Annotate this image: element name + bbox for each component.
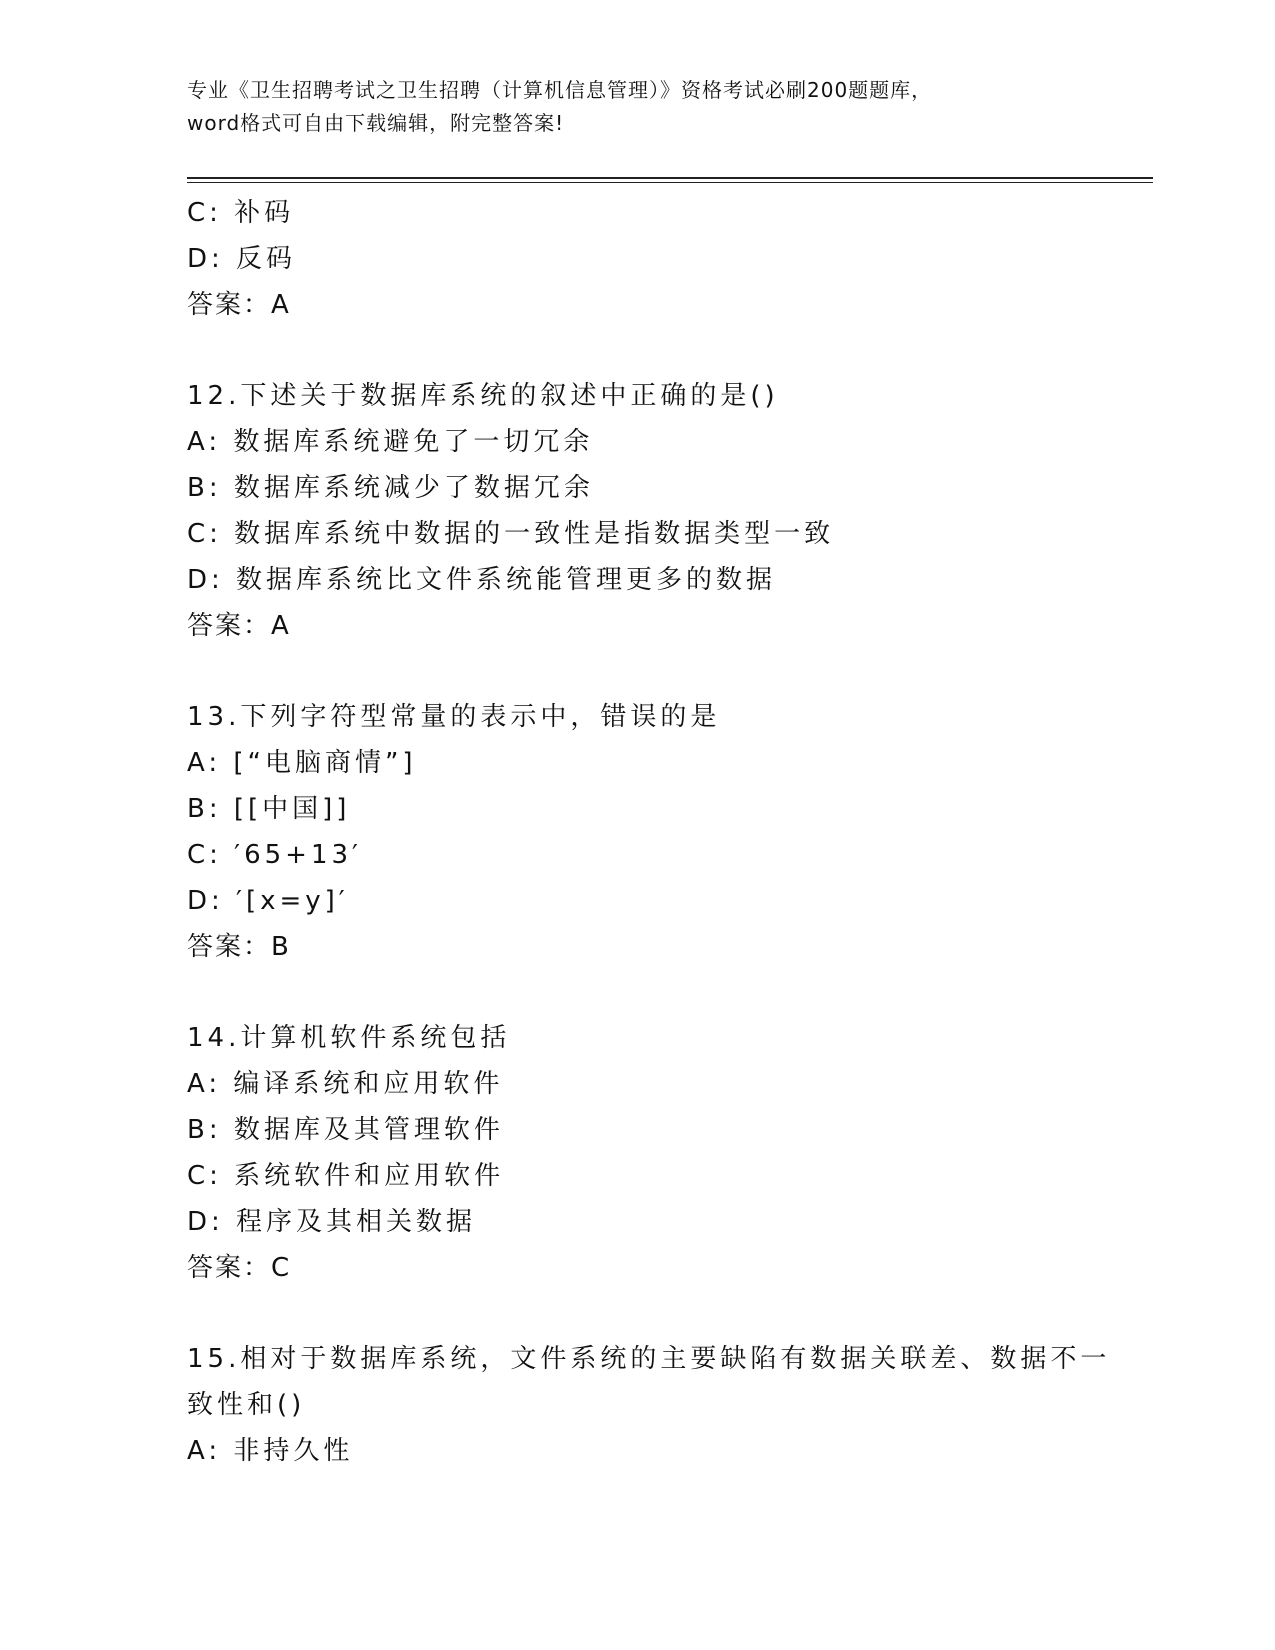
- option-b: B: [[中国]]: [187, 794, 351, 824]
- question-stem: 13.下列字符型常量的表示中，错误的是: [187, 702, 721, 732]
- option-d: D: 反码: [187, 244, 297, 274]
- option-c: C: 数据库系统中数据的一致性是指数据类型一致: [187, 519, 835, 549]
- option-d: D: ′[x=y]′: [187, 886, 349, 916]
- spacer: [187, 649, 1087, 694]
- question-14: [187, 1015, 1087, 1291]
- option-a: A: 非持久性: [187, 1436, 354, 1466]
- question-13: [187, 694, 1087, 970]
- spacer: [187, 328, 1087, 373]
- option-a: A: 编译系统和应用软件: [187, 1069, 504, 1099]
- header-rule-thin: [187, 182, 1153, 183]
- header-title-line-2: word格式可自由下载编辑，附完整答案!: [187, 111, 565, 135]
- question-stem: 12.下述关于数据库系统的叙述中正确的是(): [187, 381, 779, 411]
- question-15: [187, 1336, 1111, 1474]
- option-c: C: 补码: [187, 198, 295, 228]
- header-rule-thick: [187, 177, 1153, 179]
- answer-line: 答案：A: [187, 290, 291, 320]
- option-c: C: 系统软件和应用软件: [187, 1161, 505, 1191]
- option-b: B: 数据库及其管理软件: [187, 1115, 504, 1145]
- question-12: [187, 373, 1087, 649]
- question-list: [187, 190, 1111, 1474]
- option-a: A: 数据库系统避免了一切冗余: [187, 427, 594, 457]
- option-a: A: [“电脑商情”]: [187, 748, 417, 778]
- answer-line: 答案：A: [187, 611, 291, 641]
- question-stem: 14.计算机软件系统包括: [187, 1023, 511, 1053]
- option-b: B: 数据库系统减少了数据冗余: [187, 473, 594, 503]
- document-header: [187, 74, 1087, 140]
- answer-line: 答案：B: [187, 932, 291, 962]
- question-stem-line-2: 致性和(): [187, 1390, 306, 1420]
- question-11-continued: [187, 190, 1087, 328]
- spacer: [187, 970, 1087, 1015]
- header-title-line-1: 专业《卫生招聘考试之卫生招聘（计算机信息管理）》资格考试必刷200题题库，: [187, 78, 933, 102]
- question-stem-line-1: 15.相对于数据库系统，文件系统的主要缺陷有数据关联差、数据不一: [187, 1344, 1111, 1374]
- option-d: D: 数据库系统比文件系统能管理更多的数据: [187, 565, 777, 595]
- answer-line: 答案：C: [187, 1253, 292, 1283]
- option-c: C: ′65+13′: [187, 840, 362, 870]
- option-d: D: 程序及其相关数据: [187, 1207, 477, 1237]
- spacer: [187, 1291, 1087, 1336]
